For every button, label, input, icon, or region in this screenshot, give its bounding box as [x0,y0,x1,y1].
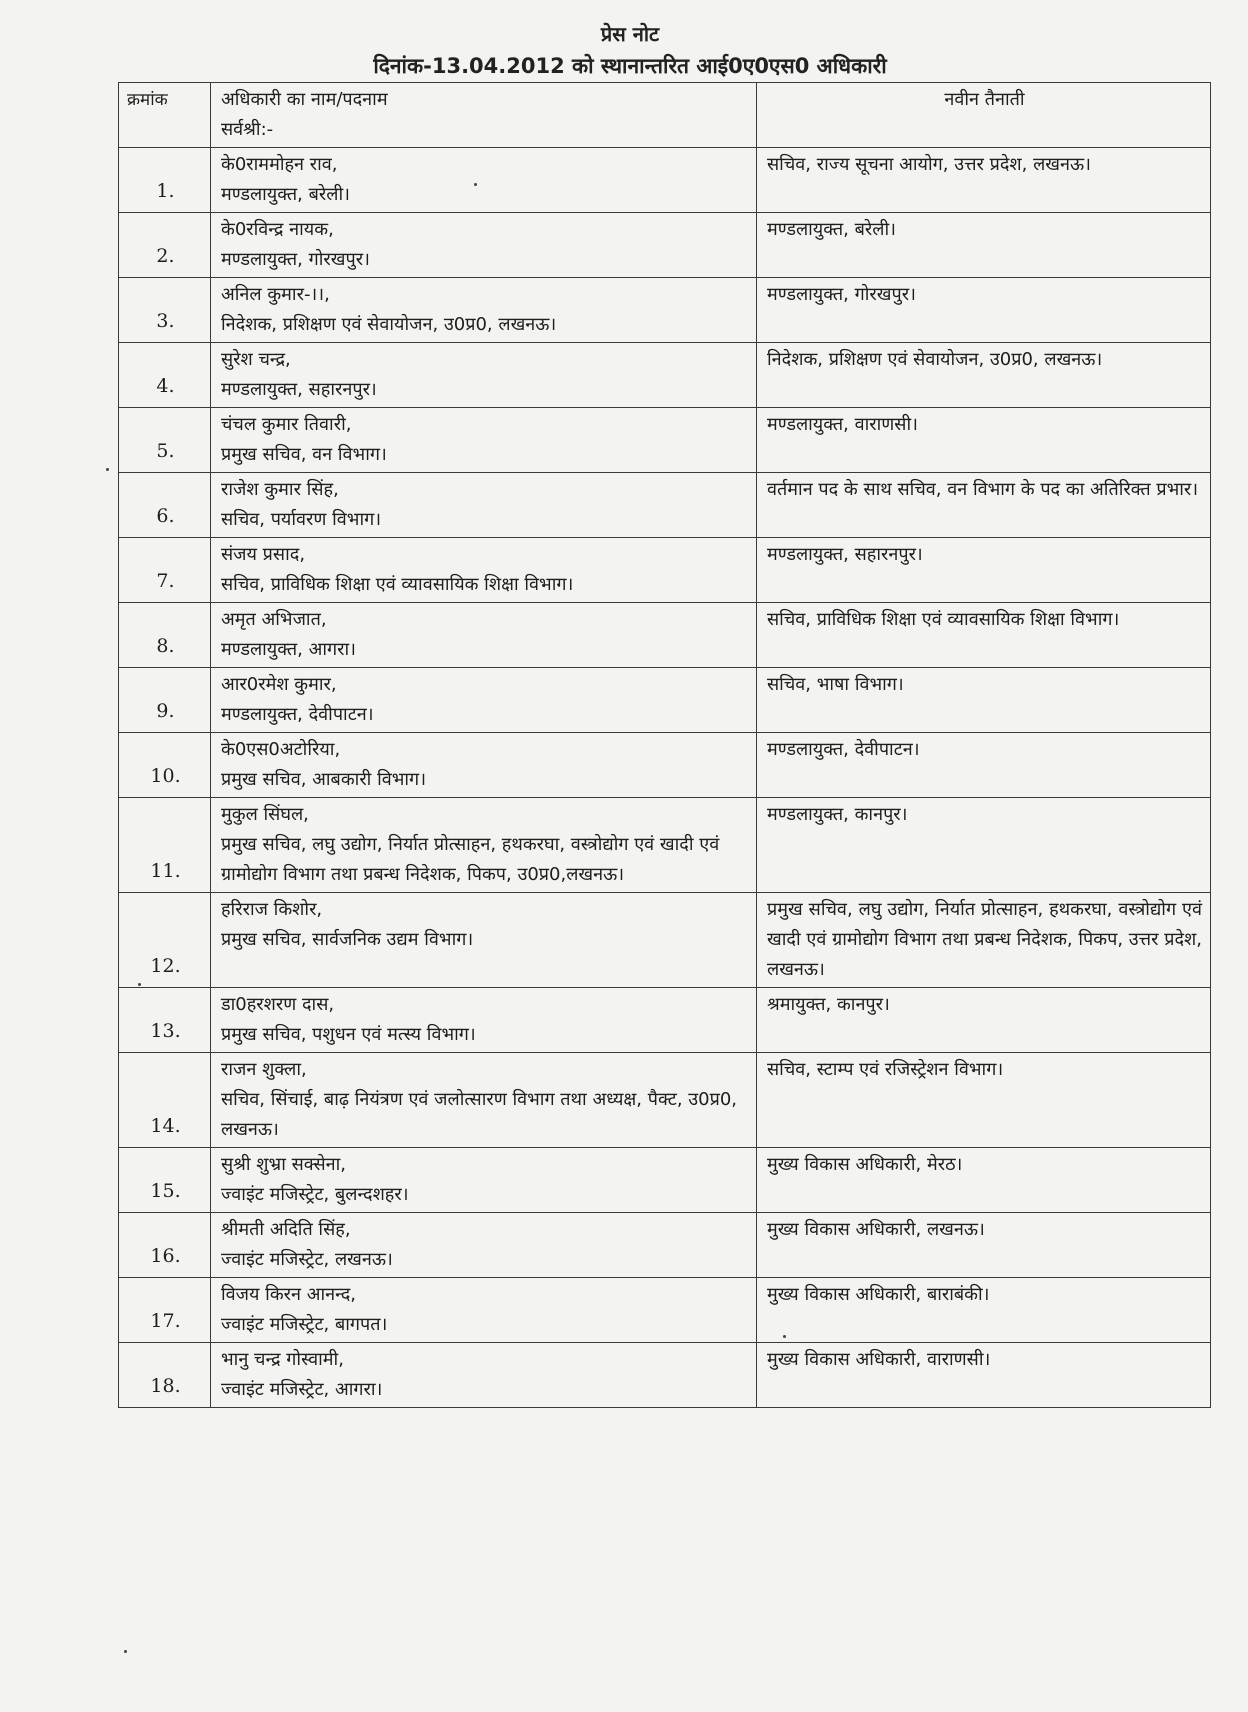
press-note-subtitle: दिनांक-13.04.2012 को स्थानान्तरित आई0ए0एस0 अधिकारी [373,54,887,78]
row-serial: 10. [119,733,211,798]
officer-name: आर0रमेश कुमार, [221,674,337,695]
row-officer [211,1148,757,1213]
officer-current-post: मण्डलायुक्त, बरेली। [221,184,350,205]
officer-name: राजेश कुमार सिंह, [221,479,339,500]
officer-name: अनिल कुमार-।।, [221,284,330,305]
table-header-row [119,83,1211,148]
row-serial: 13. [119,988,211,1053]
officer-current-post: मण्डलायुक्त, गोरखपुर। [221,249,370,270]
row-serial: 6. [119,473,211,538]
row-officer [211,408,757,473]
row-officer [211,343,757,408]
officer-current-post: मण्डलायुक्त, आगरा। [221,639,356,660]
table-row [119,538,1211,603]
officer-name: सुश्री शुभ्रा सक्सेना, [221,1154,346,1175]
row-officer [211,538,757,603]
table-row [119,213,1211,278]
officer-current-post: ज्वाइंट मजिस्ट्रेट, बागपत। [221,1314,388,1335]
officer-name: डा0हरशरण दास, [221,994,335,1015]
table-row [119,408,1211,473]
officer-name: मुकुल सिंघल, [221,804,309,825]
header-name-label: अधिकारी का नाम/पदनाम [221,89,388,110]
row-officer [211,798,757,893]
row-new-posting: मण्डलायुक्त, सहारनपुर। [757,538,1211,603]
officer-current-post: प्रमुख सचिव, वन विभाग। [221,444,387,465]
officer-current-post: प्रमुख सचिव, लघु उद्योग, निर्यात प्रोत्साहन, हथकरघा, वस्त्रोद्योग एवं खादी एवं ग्रामोद्योग विभाग तथा प्रबन्ध निदेशक, पिकप, उ0प्र0,लखनऊ। [221,834,720,885]
officer-current-post: ज्वाइंट मजिस्ट्रेट, लखनऊ। [221,1249,393,1270]
row-new-posting: मण्डलायुक्त, कानपुर। [757,798,1211,893]
row-new-posting: मण्डलायुक्त, वाराणसी। [757,408,1211,473]
officer-name: चंचल कुमार तिवारी, [221,414,352,435]
officer-name: श्रीमती अदिति सिंह, [221,1219,351,1240]
row-serial: 15. [119,1148,211,1213]
officer-current-post: ज्वाइंट मजिस्ट्रेट, आगरा। [221,1379,383,1400]
row-new-posting: मुख्य विकास अधिकारी, बाराबंकी। [757,1278,1211,1343]
table-row [119,988,1211,1053]
officer-current-post: सचिव, प्राविधिक शिक्षा एवं व्यावसायिक शिक्षा विभाग। [221,574,574,595]
officer-current-post: निदेशक, प्रशिक्षण एवं सेवायोजन, उ0प्र0, लखनऊ। [221,314,557,335]
row-officer [211,1213,757,1278]
table-row [119,603,1211,668]
row-serial: 9. [119,668,211,733]
table-row [119,278,1211,343]
officer-name: भानु चन्द्र गोस्वामी, [221,1349,344,1370]
row-officer [211,213,757,278]
officer-current-post: प्रमुख सचिव, पशुधन एवं मत्स्य विभाग। [221,1024,476,1045]
row-officer [211,733,757,798]
officer-name: सुरेश चन्द्र, [221,349,291,370]
row-new-posting: सचिव, स्टाम्प एवं रजिस्ट्रेशन विभाग। [757,1053,1211,1148]
row-serial: 5. [119,408,211,473]
officer-current-post: सचिव, सिंचाई, बाढ़ नियंत्रण एवं जलोत्सारण विभाग तथा अध्यक्ष, पैक्ट, उ0प्र0, लखनऊ। [221,1089,738,1140]
table-row [119,148,1211,213]
row-new-posting: वर्तमान पद के साथ सचिव, वन विभाग के पद का अतिरिक्त प्रभार। [757,473,1211,538]
table-row [119,1278,1211,1343]
scan-speck [138,983,141,986]
table-row [119,798,1211,893]
row-serial: 3. [119,278,211,343]
row-new-posting: मुख्य विकास अधिकारी, मेरठ। [757,1148,1211,1213]
row-serial: 17. [119,1278,211,1343]
officer-current-post: मण्डलायुक्त, सहारनपुर। [221,379,377,400]
officer-current-post: मण्डलायुक्त, देवीपाटन। [221,704,374,725]
table-row [119,893,1211,988]
row-officer [211,1343,757,1408]
row-serial: 11. [119,798,211,893]
table-row [119,668,1211,733]
officer-name: के0रविन्द्र नायक, [221,219,334,240]
officer-name: के0राममोहन राव, [221,154,338,175]
row-serial: 8. [119,603,211,668]
row-new-posting: मुख्य विकास अधिकारी, लखनऊ। [757,1213,1211,1278]
table-row [119,473,1211,538]
row-serial: 1. [119,148,211,213]
row-new-posting: श्रमायुक्त, कानपुर। [757,988,1211,1053]
row-officer [211,893,757,988]
row-officer [211,988,757,1053]
officer-name: के0एस0अटोरिया, [221,739,341,760]
header-name [211,83,757,148]
row-serial: 16. [119,1213,211,1278]
header-name-sub: सर्वश्री:- [221,119,274,140]
officer-current-post: ज्वाइंट मजिस्ट्रेट, बुलन्दशहर। [221,1184,409,1205]
row-officer [211,668,757,733]
table-row [119,1148,1211,1213]
row-officer [211,603,757,668]
scan-speck [124,1650,127,1653]
officer-current-post: प्रमुख सचिव, आबकारी विभाग। [221,769,427,790]
officer-name: अमृत अभिजात, [221,609,327,630]
row-officer [211,473,757,538]
table-row [119,1053,1211,1148]
row-new-posting: मण्डलायुक्त, देवीपाटन। [757,733,1211,798]
press-note-title: प्रेस नोट [600,22,660,46]
officer-name: विजय किरन आनन्द, [221,1284,356,1305]
table-row [119,343,1211,408]
header-posting: नवीन तैनाती [757,83,1211,148]
header-serial: क्रमांक [119,83,211,148]
row-serial: 7. [119,538,211,603]
row-new-posting: सचिव, भाषा विभाग। [757,668,1211,733]
row-serial: 4. [119,343,211,408]
officer-name: संजय प्रसाद, [221,544,306,565]
row-new-posting: सचिव, प्राविधिक शिक्षा एवं व्यावसायिक शिक्षा विभाग। [757,603,1211,668]
row-serial: 14. [119,1053,211,1148]
row-new-posting: प्रमुख सचिव, लघु उद्योग, निर्यात प्रोत्साहन, हथकरघा, वस्त्रोद्योग एवं खादी एवं ग्रामोद्योग विभाग तथा प्रबन्ध निदेशक, पिकप, उत्तर प्रदेश, लखनऊ। [757,893,1211,988]
row-serial: 18. [119,1343,211,1408]
officer-current-post: सचिव, पर्यावरण विभाग। [221,509,382,530]
row-new-posting: मण्डलायुक्त, बरेली। [757,213,1211,278]
table-row [119,1343,1211,1408]
row-officer [211,1053,757,1148]
transfer-table [118,82,1211,1408]
row-new-posting: मण्डलायुक्त, गोरखपुर। [757,278,1211,343]
scan-speck [474,183,477,186]
row-new-posting: सचिव, राज्य सूचना आयोग, उत्तर प्रदेश, लखनऊ। [757,148,1211,213]
row-officer [211,1278,757,1343]
table-row [119,733,1211,798]
row-new-posting: निदेशक, प्रशिक्षण एवं सेवायोजन, उ0प्र0, लखनऊ। [757,343,1211,408]
officer-name: राजन शुक्ला, [221,1059,307,1080]
officer-name: हरिराज किशोर, [221,899,323,920]
row-officer [211,148,757,213]
scan-speck [783,1335,786,1338]
row-new-posting: मुख्य विकास अधिकारी, वाराणसी। [757,1343,1211,1408]
officer-current-post: प्रमुख सचिव, सार्वजनिक उद्यम विभाग। [221,929,474,950]
row-serial: 2. [119,213,211,278]
scan-speck [106,468,109,471]
table-row [119,1213,1211,1278]
row-officer [211,278,757,343]
table-body [119,148,1211,1408]
row-serial: 12. [119,893,211,988]
